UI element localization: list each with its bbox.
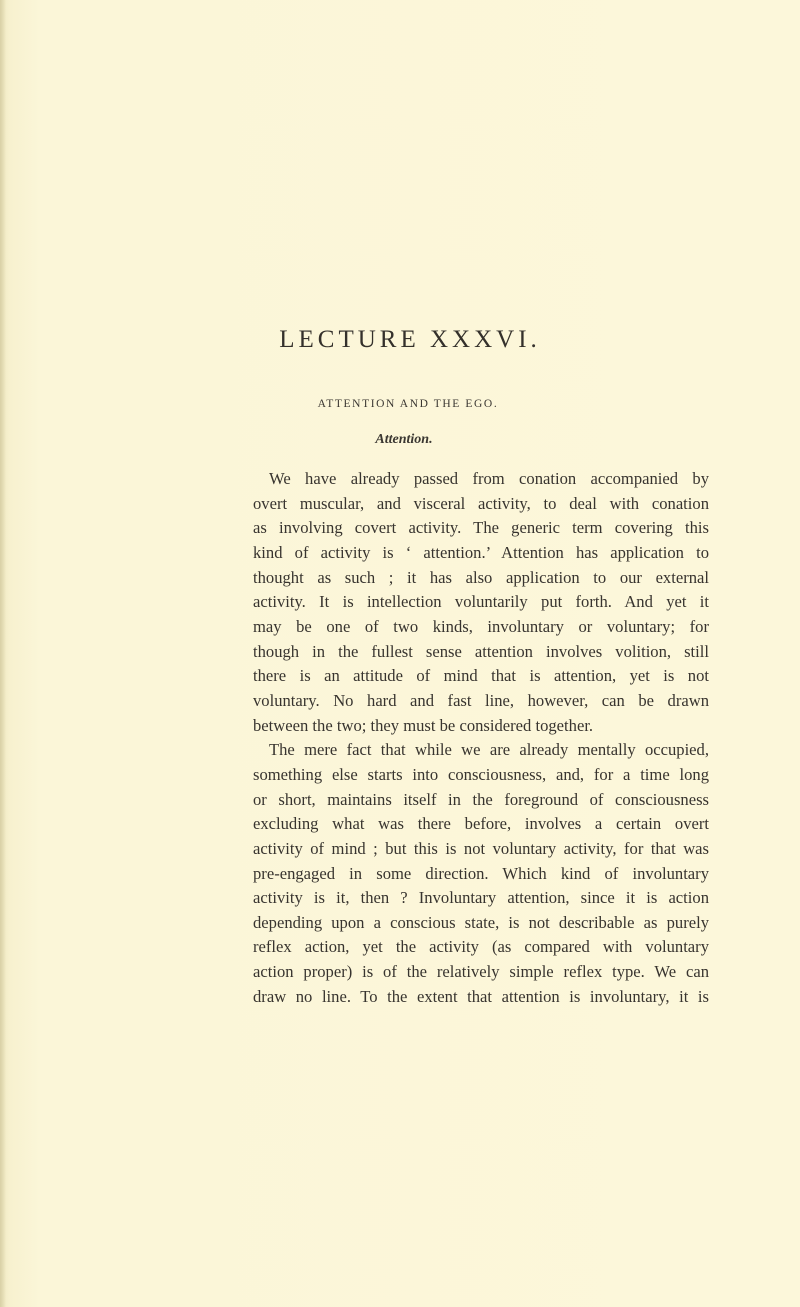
text-line: there is an attitude of mind that is attention, yet is not bbox=[253, 666, 709, 686]
text-line: The mere fact that while we are already mentally occupied, bbox=[269, 740, 709, 760]
section-heading: Attention. bbox=[375, 432, 433, 447]
text-line: action proper) is of the relatively simple reflex type. We can bbox=[253, 962, 709, 982]
text-line: We have already passed from conation accompanied by bbox=[269, 469, 709, 488]
text-line: activity is it, then ? Involuntary attention, since it is action bbox=[253, 888, 709, 908]
text-line: activity. It is intellection voluntarily put forth. And yet it bbox=[253, 592, 709, 612]
text-line: depending upon a conscious state, is not describable as purely bbox=[253, 912, 709, 932]
chapter-subtitle: ATTENTION AND THE EGO. bbox=[317, 398, 499, 410]
spine-shadow bbox=[0, 0, 6, 1307]
text-line: something else starts into consciousness, and, for a time long bbox=[253, 764, 709, 784]
text-line: draw no line. To the extent that attention is involuntary, it is bbox=[253, 986, 709, 1006]
text-line: kind of activity is ‘ attention.’ Attention has application to bbox=[253, 542, 709, 562]
text-line: or short, maintains itself in the foreground of consciousness bbox=[253, 789, 709, 809]
paragraph-2 bbox=[253, 738, 709, 1009]
text-line: as involving covert activity. The generic term covering this bbox=[253, 518, 709, 538]
text-line: may be one of two kinds, involuntary or voluntary; for bbox=[253, 616, 709, 636]
text-line: reflex action, yet the activity (as compared with voluntary bbox=[253, 937, 709, 957]
text-line: pre-engaged in some direction. Which kind of involuntary bbox=[253, 863, 709, 883]
text-line: excluding what was there before, involves a certain overt bbox=[253, 814, 709, 834]
body-text bbox=[253, 467, 709, 1009]
lecture-title: LECTURE XXXVI. bbox=[279, 326, 541, 353]
text-line: though in the fullest sense attention involves volition, still bbox=[253, 641, 709, 661]
text-line: voluntary. No hard and fast line, however, can be drawn bbox=[253, 690, 709, 710]
text-line: activity of mind ; but this is not voluntary activity, for that was bbox=[253, 838, 709, 858]
text-line: overt muscular, and visceral activity, to deal with conation bbox=[253, 493, 709, 513]
text-line: thought as such ; it has also application to our external bbox=[253, 567, 709, 587]
paragraph-1 bbox=[253, 467, 709, 738]
text-line: between the two; they must be considered together. bbox=[253, 715, 594, 735]
